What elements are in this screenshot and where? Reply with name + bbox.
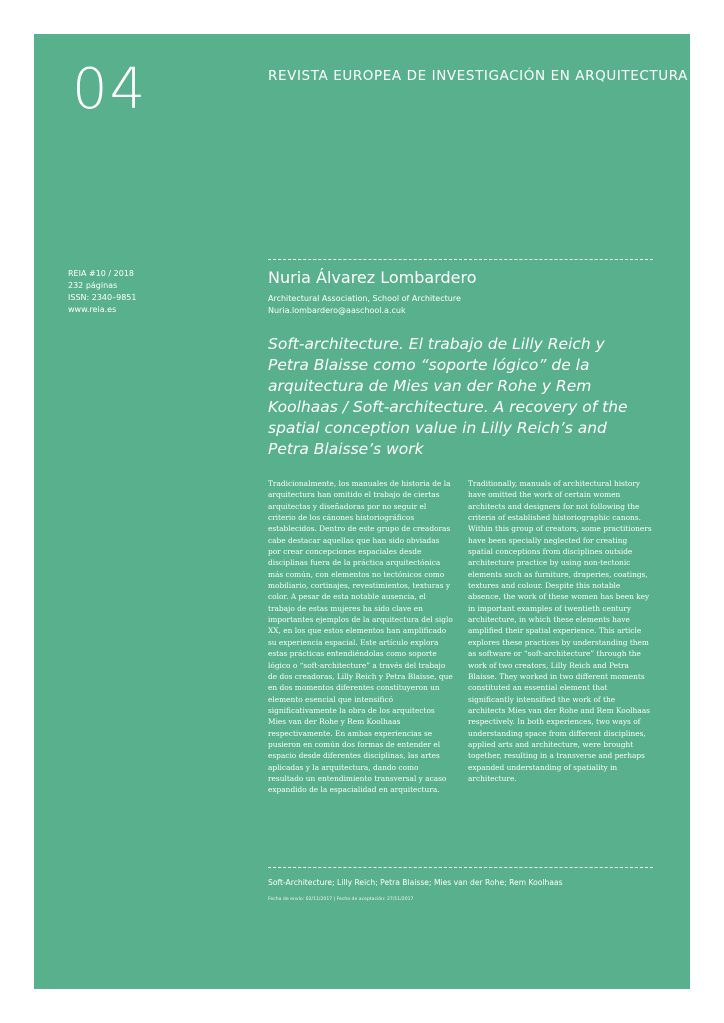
abstract-spanish: Tradicionalmente, los manuales de historia de la arquitectura han omitido el trabajo de ciertas arquitectas y diseñadoras por no seguir el criterio de los cánones historiográficos establecidos. Dentro de este grupo de creadoras cabe destacar aquellas que han sido obviadas por crear concepciones espaciales desde disciplinas fuera de la práctica arquitectónica más común, con elementos no tectónicos como mobiliario, cortinajes, revestimientos, texturas y color. A pesar de esta notable ausencia, el trabajo de estas mujeres ha sido clave en importantes ejemplos de la arquitectura del siglo XX, en los que estos elementos han amplificado su experiencia espacial. Este artículo explora estas prácticas entendiéndolas como soporte lógico o “soft-architecture” a través del trabajo de dos creadoras, Lilly Reich y Petra Blaisse, que en dos momentos diferentes constituyeron un elemento esencial que intensificó significativamente la obra de los arquitectos Mies van der Rohe y Rem Koolhaas respectivamente. En ambas experiencias se pusieron en común dos formas de entender el espacio desde diferentes disciplinas, las artes aplicadas y la arquitectura, dando como resultado un entendimiento transversal y acaso expandido de la espacialidad en arquitectura. (268, 479, 453, 795)
abstract-english: Traditionally, manuals of architectural history have omitted the work of certain women architects and designers for not following the criteria of established historiographic canons. Within this group of creators, some practitioners have been specially neglected for creating spatial conceptions from disciplines outside architecture practice by using non-tectonic elements such as furniture, draperies, coatings, textures and colour. Despite this notable absence, the work of these women has been key in important examples of twentieth century architecture, in which these elements have amplified their spatial experience. This article explores these practices by understanding them as software or “soft-architecture” through the work of two creators, Lilly Reich and Petra Blaisse. They worked in two different moments constituted an essential element that significantly intensified the work of the architects Mies van der Rohe and Rem Koolhaas respectively. In both experiences, two ways of understanding space from different disciplines, applied arts and architecture, were brought together, resulting in a transverse and perhaps expanded understanding of spatiality in architecture. (468, 479, 652, 783)
article-title: Soft-architecture. El trabajo de Lilly Reich y Petra Blaisse como “soporte lógico” de la arquitectura de Mies van der Rohe y Rem Koolhaas / Soft-architecture. A recovery of the spatial conception value in Lilly Reich’s and Petra Blaisse’s work (268, 335, 628, 458)
issue-label: REIA #10 / 2018 (68, 269, 135, 278)
page-count: 232 páginas (68, 281, 118, 290)
journal-title: REVISTA EUROPEA DE INVESTIGACIÓN EN ARQUITECTURA (268, 68, 688, 84)
issn: ISSN: 2340–9851 (68, 293, 137, 302)
bottom-divider (268, 867, 653, 868)
top-divider (268, 259, 653, 260)
issue-number: 04 (72, 57, 148, 122)
author-name: Nuria Álvarez Lombardero (268, 268, 477, 287)
submission-dates: Fecha de envío: 02/11/2017 | Fecha de aceptación: 27/11/2017 (268, 897, 414, 902)
issue-meta (68, 268, 136, 316)
keywords: Soft-Architecture; Lilly Reich; Petra Blaisse; Mies van der Rohe; Rem Koolhaas (268, 878, 563, 887)
author-affiliation: Architectural Association, School of Architecture (268, 294, 461, 303)
website-link[interactable]: www.reia.es (68, 305, 117, 314)
author-email[interactable]: Nuria.lombardero@aaschool.a.cuk (268, 306, 406, 315)
author-affiliation-block (268, 293, 461, 317)
